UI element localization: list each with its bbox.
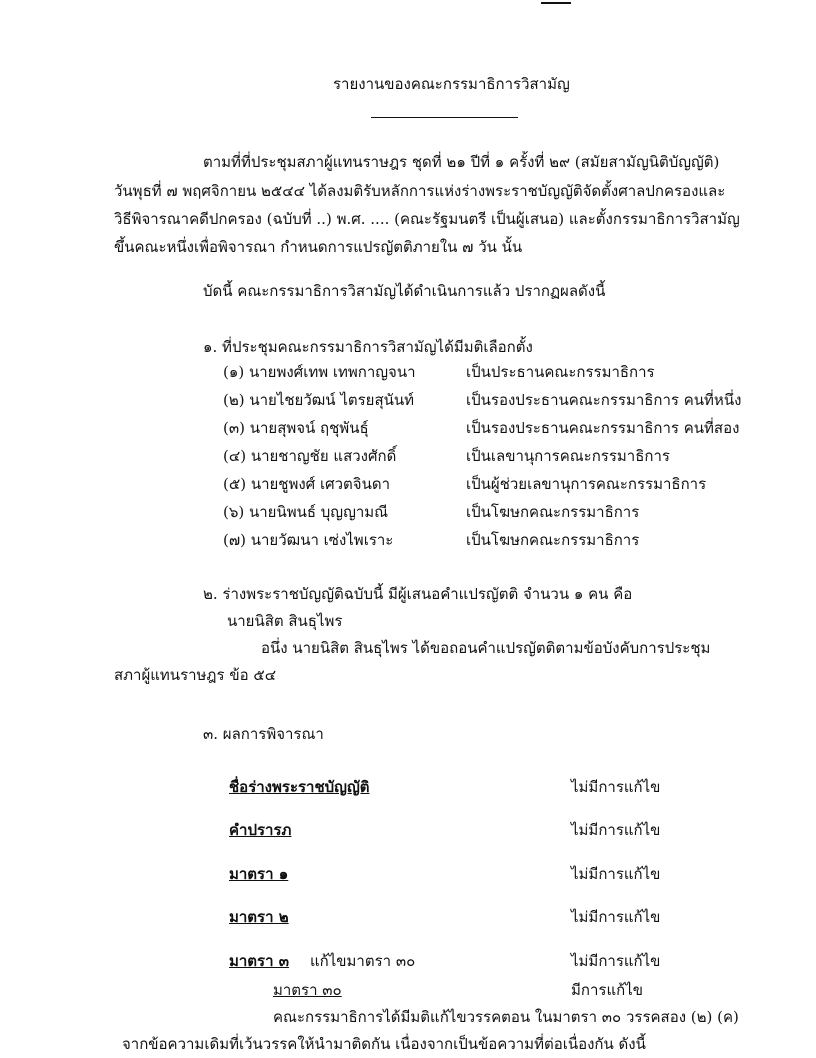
section2-line-1: ๒. ร่างพระราชบัญญัติฉบับนี้ มีผู้เสนอคำแปรญัตติ จำนวน ๑ คน คือ [203,585,633,603]
item-label: มาตรา ๒ [229,908,289,926]
member-role: เป็นเลขานุการคณะกรรมาธิการ [466,447,670,465]
intro-line-2: วันพุธที่ ๗ พฤศจิกายน ๒๕๔๔ ได้ลงมติรับหลักการแห่งร่างพระราชบัญญัติจัดตั้งศาลปกครองและ [114,182,726,200]
member-name: (๑) นายพงศ์เทพ เทพกาญจนา [223,363,416,381]
section1-heading: ๑. ที่ประชุมคณะกรรมาธิการวิสามัญได้มีมติเลือกตั้ง [203,338,533,356]
intro-line-1: ตามที่ที่ประชุมสภาผู้แทนราษฎร ชุดที่ ๒๑ ปีที่ ๑ ครั้งที่ ๒๙ (สมัยสามัญนิติบัญญัติ) [203,153,720,171]
member-name: (๒) นายไชยวัฒน์ ไตรยสุนันท์ [223,391,415,409]
section2-line-3: อนึ่ง นายนิสิต สินธุไพร ได้ขอถอนคำแปรญัตติตามข้อบังคับการประชุม [261,639,711,657]
amendment-para-1: คณะกรรมาธิการได้มีมติแก้ไขวรรคตอน ในมาตรา ๓๐ วรรคสอง (๒) (ค) [273,1008,739,1026]
item-result: ไม่มีการแก้ไข [571,778,661,796]
member-name: (๕) นายชูพงศ์ เศวตจินดา [223,475,390,493]
item-label: คำปรารภ [229,821,292,839]
sub-item-label: มาตรา ๓๐ [273,981,342,999]
section2-line-4: สภาผู้แทนราษฎร ข้อ ๕๔ [114,666,277,684]
item-result: ไม่มีการแก้ไข [571,865,661,883]
member-role: เป็นโฆษกคณะกรรมาธิการ [466,503,640,521]
amendment-para-2: จากข้อความเดิมที่เว้นวรรคให้นำมาติดกัน เนื่องจากเป็นข้อความที่ต่อเนื่องกัน ดังนี้ [122,1035,646,1053]
sub-item-result: มีการแก้ไข [571,981,643,999]
item-note: แก้ไขมาตรา ๓๐ [310,952,416,970]
member-role: เป็นรองประธานคณะกรรมาธิการ คนที่หนึ่ง [466,391,742,409]
item-label: มาตรา ๑ [229,865,289,883]
report-title: รายงานของคณะกรรมาธิการวิสามัญ [333,75,570,93]
item-result: ไม่มีการแก้ไข [571,952,661,970]
intro-line-4: ขึ้นคณะหนึ่งเพื่อพิจารณา กำหนดการแปรญัตติภายใน ๗ วัน นั้น [114,238,523,256]
member-role: เป็นผู้ช่วยเลขานุการคณะกรรมาธิการ [466,475,707,493]
member-role: เป็นรองประธานคณะกรรมาธิการ คนที่สอง [466,419,740,437]
member-name: (๓) นายสุพจน์ ฤชุพันธุ์ [223,419,369,437]
item-label: ชื่อร่างพระราชบัญญัติ [229,778,370,796]
title-underline [371,117,518,118]
item-result: ไม่มีการแก้ไข [571,908,661,926]
item-label: มาตรา ๓ [229,952,290,970]
member-name: (๔) นายชาญชัย แสวงศักดิ์ [223,447,397,465]
member-role: เป็นประธานคณะกรรมาธิการ [466,363,655,381]
top-margin-mark [541,2,571,4]
now-line: บัดนี้ คณะกรรมาธิการวิสามัญได้ดำเนินการแล้ว ปรากฏผลดังนี้ [203,282,606,300]
section3-heading: ๓. ผลการพิจารณา [203,725,324,743]
member-role: เป็นโฆษกคณะกรรมาธิการ [466,531,640,549]
intro-line-3: วิธีพิจารณาคดีปกครอง (ฉบับที่ ..) พ.ศ. .... (คณะรัฐมนตรี เป็นผู้เสนอ) และตั้งกรรมาธิการวิสามัญ [114,210,740,228]
member-name: (๗) นายวัฒนา เซ่งไพเราะ [223,531,394,549]
section2-line-2: นายนิสิต สินธุไพร [227,612,343,630]
member-name: (๖) นายนิพนธ์ บุญญามณี [223,503,389,521]
item-result: ไม่มีการแก้ไข [571,821,661,839]
